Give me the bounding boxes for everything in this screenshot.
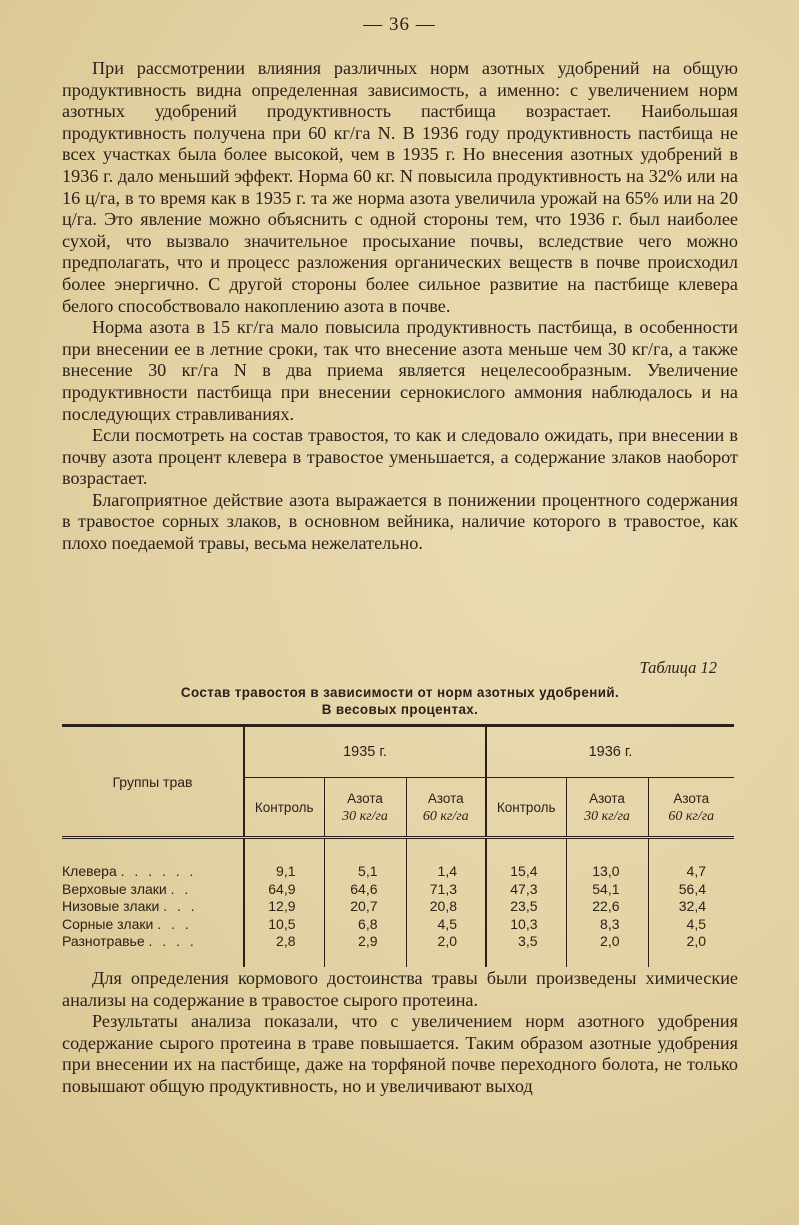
row-name: Разнотравье — [62, 933, 145, 949]
cell: 8,3 — [566, 916, 648, 934]
table-title — [62, 684, 738, 718]
cell: 4,7 — [648, 838, 734, 881]
header-control — [244, 778, 324, 838]
table-label: Таблица 12 — [639, 658, 717, 677]
header-n60 — [406, 778, 486, 838]
cell: 32,4 — [648, 898, 734, 916]
cell: 56,4 — [648, 881, 734, 899]
table-row — [62, 933, 734, 967]
row-name: Сорные злаки — [62, 915, 154, 932]
header-nitrogen-label: Азота — [427, 790, 464, 806]
header-year-1936: 1936 г. — [486, 726, 734, 778]
paragraph: Для определения кормового достоинства травы были произведены химические анализы на содержание в травостое сырого протеина. — [62, 968, 738, 1010]
header-n60 — [648, 778, 734, 838]
table-title-line: Состав травостоя в зависимости от норм азотных удобрений. — [180, 685, 620, 700]
leader-dots: . . . . — [148, 933, 197, 949]
leader-dots: . . — [170, 880, 192, 897]
cell: 4,5 — [648, 916, 734, 934]
cell: 2,0 — [648, 933, 734, 967]
header-unit: 60 кг/га — [668, 808, 715, 824]
row-label — [62, 916, 244, 934]
header-unit: 30 кг/га — [584, 808, 630, 824]
cell: 15,4 — [486, 838, 566, 881]
cell: 47,3 — [486, 881, 566, 899]
cell: 22,6 — [566, 898, 648, 916]
cell: 64,6 — [324, 881, 406, 899]
cell: 12,9 — [244, 898, 324, 916]
cell: 23,5 — [486, 898, 566, 916]
table-row — [62, 916, 734, 934]
cell: 4,5 — [406, 916, 486, 934]
cell: 2,9 — [324, 933, 406, 967]
cell: 54,1 — [566, 881, 648, 899]
table-row — [62, 881, 734, 899]
body-text-top — [62, 58, 738, 555]
paragraph: Если посмотреть на состав травостоя, то как и следовало ожидать, при внесении в почву азота процент клевера в травостое уменьшается, а содержание злаков наоборот возрастает. — [62, 425, 738, 489]
header-unit: 30 кг/га — [342, 808, 388, 824]
cell: 2,0 — [406, 933, 486, 967]
header-nitrogen-label: Азота — [673, 790, 710, 806]
table-row — [62, 838, 734, 881]
row-name: Верховые злаки — [62, 880, 167, 897]
cell: 10,3 — [486, 916, 566, 934]
header-control — [486, 778, 566, 838]
cell: 1,4 — [406, 838, 486, 881]
cell: 10,5 — [244, 916, 324, 934]
table-title-line: В весовых процентах. — [321, 702, 479, 717]
leader-dots: . . . . . . — [120, 863, 197, 879]
leader-dots: . . . — [157, 915, 192, 932]
header-control-label: Контроль — [254, 799, 314, 815]
row-label — [62, 898, 244, 916]
header-n30 — [566, 778, 648, 838]
cell: 20,8 — [406, 898, 486, 916]
cell: 9,1 — [244, 838, 324, 881]
row-name: Низовые злаки — [62, 898, 160, 914]
header-control-label: Контроль — [496, 799, 556, 815]
paragraph: Результаты анализа показали, что с увеличением норм азотного удобрения содержание сырого протеина в траве повышается. Таким образом азотные удобрения при внесении их на пастбище, даже на торфяной почве переходного болота, не только повышают общую продуктивность, но и увеличивают выход — [62, 1011, 738, 1096]
header-year-1935: 1935 г. — [244, 726, 486, 778]
row-label — [62, 838, 244, 881]
cell: 2,0 — [566, 933, 648, 967]
paragraph: Благоприятное действие азота выражается в понижении процентного содержания в травостое сорных злаков, в основном вейника, наличие которого в травостое, как плохо поедаемой травы, весьма нежелательно. — [62, 489, 738, 554]
paragraph: Норма азота в 15 кг/га мало повысила продуктивность пастбища, в особенности при внесении ее в летние сроки, так что внесение азота меньше чем 30 кг/га, а также внесение 30 кг/га N в два приема является нецелесообразным. Увеличение продуктивности пастбища при внесении сернокислого аммония наблюдалось и на последующих стравливаниях. — [62, 317, 738, 424]
header-unit: 60 кг/га — [422, 808, 469, 824]
paragraph: При рассмотрении влияния различных норм азотных удобрений на общую продуктивность видна определенная зависимость, а именно: с увеличением норм азотных удобрений продуктивность пастбища возрастает. Наибольшая продуктивность получена при 60 кг/га N. В 1936 году продуктивность пастбища не всех участках была более высокой, чем в 1935 г. Но внесения азотных удобрений в 1936 г. дало меньший эффект. Норма 60 кг. N повысила продуктивность на 32% или на 16 ц/га, в то время как в 1935 г. та же норма азота увеличила урожай на 65% или на 20 ц/га. Это явление можно объяснить с одной стороны тем, что 1936 г. был наиболее сухой, что вызвало значительное просыхание почвы, вследствие чего можно предполагать, что и процесс разложения органических веществ в почве происходил более энергично. С другой стороны более сильное развитие на пастбище клевера белого способствовало накоплению азота в почве. — [62, 58, 738, 316]
table-row — [62, 898, 734, 916]
cell: 6,8 — [324, 916, 406, 934]
cell: 13,0 — [566, 838, 648, 881]
page-number: — 36 — — [363, 14, 436, 35]
header-n30 — [324, 778, 406, 838]
cell: 64,9 — [244, 881, 324, 899]
cell: 2,8 — [244, 933, 324, 967]
cell: 3,5 — [486, 933, 566, 967]
row-name: Клевера — [62, 863, 117, 879]
header-nitrogen-label: Азота — [589, 790, 625, 806]
body-text-bottom — [62, 968, 738, 1098]
row-label — [62, 881, 244, 899]
cell: 71,3 — [406, 881, 486, 899]
cell: 20,7 — [324, 898, 406, 916]
cell: 5,1 — [324, 838, 406, 881]
leader-dots: . . . — [163, 898, 198, 914]
composition-table — [62, 724, 734, 967]
header-nitrogen-label: Азота — [347, 790, 383, 806]
row-label — [62, 933, 244, 967]
header-group: Группы трав — [112, 773, 193, 790]
